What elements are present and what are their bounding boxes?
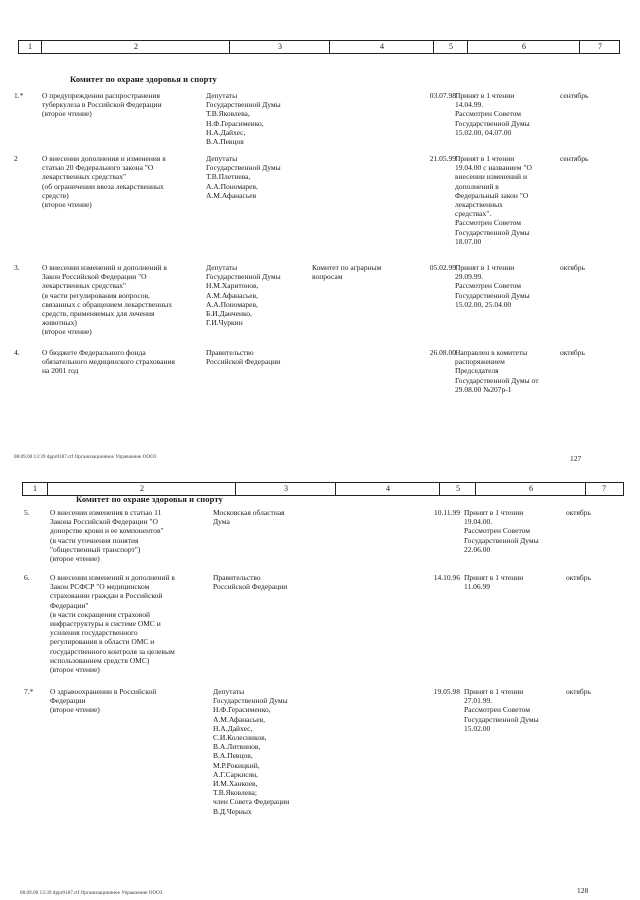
submission-date: 14.10.96 <box>433 573 460 582</box>
page-2 <box>0 470 640 900</box>
column-header-4: 4 <box>335 483 440 495</box>
committee-title: Комитет по охране здоровья и спорту <box>76 494 223 504</box>
committee-title: Комитет по охране здоровья и спорту <box>70 74 217 84</box>
bill-status: Принят в 1 чтении 27.01.99. Рассмотрен Советом Государственной Думы 15.02.00 <box>464 687 539 733</box>
row-number: 6. <box>24 573 30 582</box>
submission-date: 26.08.00 <box>429 348 456 357</box>
bill-status: Принят в 1 чтении 19.04.00. Рассмотрен Советом Государственной Думы 22.06.00 <box>464 508 539 554</box>
page-footer: 08.09.00 13:39 dppr0187.rtf Организационное Управление ООО3 <box>20 891 163 896</box>
bill-title: О внесении изменений и дополнений в Закон Российской Федерации "О лекарственных средствах" (в части регулирования вопросов, связанных с обращением лекарственных средств, применяемых для лечения животных) (второе чтение) <box>42 263 173 337</box>
bill-status: Принят в 1 чтении 11.06.99 <box>464 573 524 592</box>
bill-authors: Московская областная Дума <box>213 508 285 527</box>
column-header-3: 3 <box>229 41 330 53</box>
column-header-2: 2 <box>41 41 230 53</box>
submission-date: 03.07.98 <box>429 91 456 100</box>
bill-authors: Депутаты Государственной Думы Т.В.Яковлева, Н.Ф.Герасименко, Н.А.Дайхес, В.А.Певцов <box>206 91 281 147</box>
submission-date: 05.02.99 <box>429 263 456 272</box>
bill-status: Принят в 1 чтении 14.04.99. Рассмотрен Советом Государственной Думы 15.02.00, 04.07.00 <box>455 91 530 137</box>
row-number: 5. <box>24 508 30 517</box>
co-executor: Комитет по аграрным вопросам <box>312 263 382 282</box>
column-header-1: 1 <box>33 484 37 493</box>
bill-title: О предупреждении распространения туберкулеза в Российской Федерации (второе чтение) <box>42 91 162 119</box>
bill-title: О бюджете Федерального фонда обязательного медицинского страхования на 2001 год <box>42 348 175 376</box>
bill-title: О внесении дополнения и изменения в статью 20 Федерального закона "О лекарственных средствах" (об ограничении ввоза лекарственных средств) (второе чтение) <box>42 154 166 210</box>
bill-authors: Правительство Российской Федерации <box>206 348 281 367</box>
scheduled-month: сентябрь <box>560 91 589 100</box>
column-header-3: 3 <box>235 483 336 495</box>
bill-status: Принят в 1 чтении 29.09.99. Рассмотрен Советом Государственной Думы 15.02.00, 25.04.00 <box>455 263 530 309</box>
column-header-7: 7 <box>579 41 620 53</box>
scheduled-month: октябрь <box>566 508 591 517</box>
page-footer: 08.09.00 13:39 dppr0187.rtf Организационное Управление ООО3 <box>14 455 157 460</box>
page-number: 128 <box>577 886 589 895</box>
submission-date: 19.05.98 <box>433 687 460 696</box>
row-number: 3. <box>14 263 20 272</box>
column-header-6: 6 <box>467 41 580 53</box>
scheduled-month: октябрь <box>560 348 585 357</box>
column-header-2: 2 <box>47 483 236 495</box>
bill-authors: Депутаты Государственной Думы Н.Ф.Герасименко, А.М.Афанасьев, Н.А.Дайхес, С.И.Колесников, В.А.Литвинов, В.А.Певцов, М.Р.Рокицкий, А.Г.Саркисян, И.М.Ханкоев, Т.В.Яковлева; член Совета Федерации В.Д.Черных <box>213 687 290 816</box>
bill-title: О внесении изменения в статью 11 Закона Российской Федерации "О донорстве крови и ее компонентов" (в части уточнения понятия "общественный транспорт") (второе чтение) <box>50 508 164 564</box>
column-header-5: 5 <box>433 41 468 53</box>
bill-authors: Депутаты Государственной Думы Т.В.Плетнева, А.А.Пономарев, А.М.Афанасьев <box>206 154 281 200</box>
page-number: 127 <box>570 454 582 463</box>
column-header-7: 7 <box>585 483 622 495</box>
bill-status: Направлен в комитеты распоряжением Председателя Государственной Думы от 29.08.00 №207р-1 <box>455 348 539 394</box>
bill-authors: Депутаты Государственной Думы Н.М.Харитонов, А.М.Афанасьев, А.А.Пономарев, Б.И.Данченко, Г.И.Чуркин <box>206 263 281 328</box>
row-number: 7.* <box>24 687 34 696</box>
column-header-row <box>18 40 620 54</box>
scheduled-month: сентябрь <box>560 154 589 163</box>
row-number: 4. <box>14 348 20 357</box>
row-number: 1.* <box>14 91 24 100</box>
scheduled-month: октябрь <box>566 573 591 582</box>
bill-title: О здравоохранении в Российской Федерации (второе чтение) <box>50 687 157 715</box>
column-header-6: 6 <box>475 483 586 495</box>
scheduled-month: октябрь <box>566 687 591 696</box>
submission-date: 10.11.99 <box>434 508 460 517</box>
column-header-4: 4 <box>329 41 434 53</box>
bill-authors: Правительство Российской Федерации <box>213 573 288 592</box>
bill-title: О внесении изменений и дополнений в Закон РСФСР "О медицинском страховании граждан в Российской Федерации" (в части сокращения страховой инфраструктуры в системе ОМС и усиления государственного регулирования в области ОМС и государственного контроля за целевым использованием средств ОМС) (второе чтение) <box>50 573 175 675</box>
column-header-5: 5 <box>439 483 476 495</box>
scheduled-month: октябрь <box>560 263 585 272</box>
column-header-1: 1 <box>28 42 32 51</box>
submission-date: 21.05.99 <box>429 154 456 163</box>
bill-status: Принят в 1 чтении 19.04.00 с названием "О внесении изменений и дополнений в Федеральный закон "О лекарственных средствах". Рассмотрен Советом Государственной Думы 18.07.00 <box>455 154 532 246</box>
row-number: 2 <box>14 154 18 163</box>
